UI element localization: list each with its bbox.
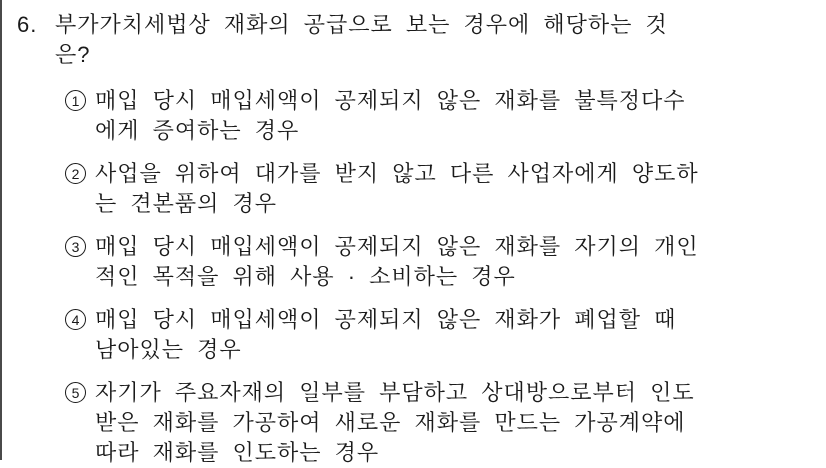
option-5-text <box>95 378 808 468</box>
question-text-line: 은? <box>55 42 91 67</box>
option-line: 받은 재화를 가공하여 새로운 재화를 만드는 가공계약에 <box>95 410 686 435</box>
option-line: 매입 당시 매입세액이 공제되지 않은 재화가 폐업할 때 <box>95 307 677 332</box>
option-2[interactable] <box>65 159 808 219</box>
option-line: 는 견본품의 경우 <box>95 191 277 216</box>
option-line: 사업을 위하여 대가를 받지 않고 다른 사업자에게 양도하 <box>95 161 699 186</box>
option-1-text <box>95 86 808 146</box>
option-5-circled-number: 5 <box>65 382 86 403</box>
option-line: 매입 당시 매입세액이 공제되지 않은 재화를 불특정다수 <box>95 88 686 113</box>
options-list <box>17 86 808 468</box>
option-line: 에게 증여하는 경우 <box>95 118 300 143</box>
option-2-text <box>95 159 808 219</box>
option-4[interactable] <box>65 305 808 365</box>
option-4-circled-number: 4 <box>65 309 86 330</box>
option-3-circled-number: 3 <box>65 236 86 257</box>
question-number: 6. <box>17 12 38 37</box>
question-text-line: 부가가치세법상 재화의 공급으로 보는 경우에 해당하는 것 <box>55 12 668 37</box>
option-1-circled-number: 1 <box>65 90 86 111</box>
option-line: 남아있는 경우 <box>95 337 242 362</box>
option-3[interactable] <box>65 232 808 292</box>
option-line: 자기가 주요자재의 일부를 부담하고 상대방으로부터 인도 <box>95 380 695 405</box>
question-text <box>55 10 808 70</box>
option-line: 매입 당시 매입세액이 공제되지 않은 재화를 자기의 개인 <box>95 234 699 259</box>
option-line: 따라 재화를 인도하는 경우 <box>95 440 380 465</box>
option-2-circled-number: 2 <box>65 163 86 184</box>
option-3-text <box>95 232 808 292</box>
option-5[interactable] <box>65 378 808 468</box>
option-4-text <box>95 305 808 365</box>
option-1[interactable] <box>65 86 808 146</box>
option-line: 적인 목적을 위해 사용 · 소비하는 경우 <box>95 264 516 289</box>
question-block <box>17 10 808 70</box>
